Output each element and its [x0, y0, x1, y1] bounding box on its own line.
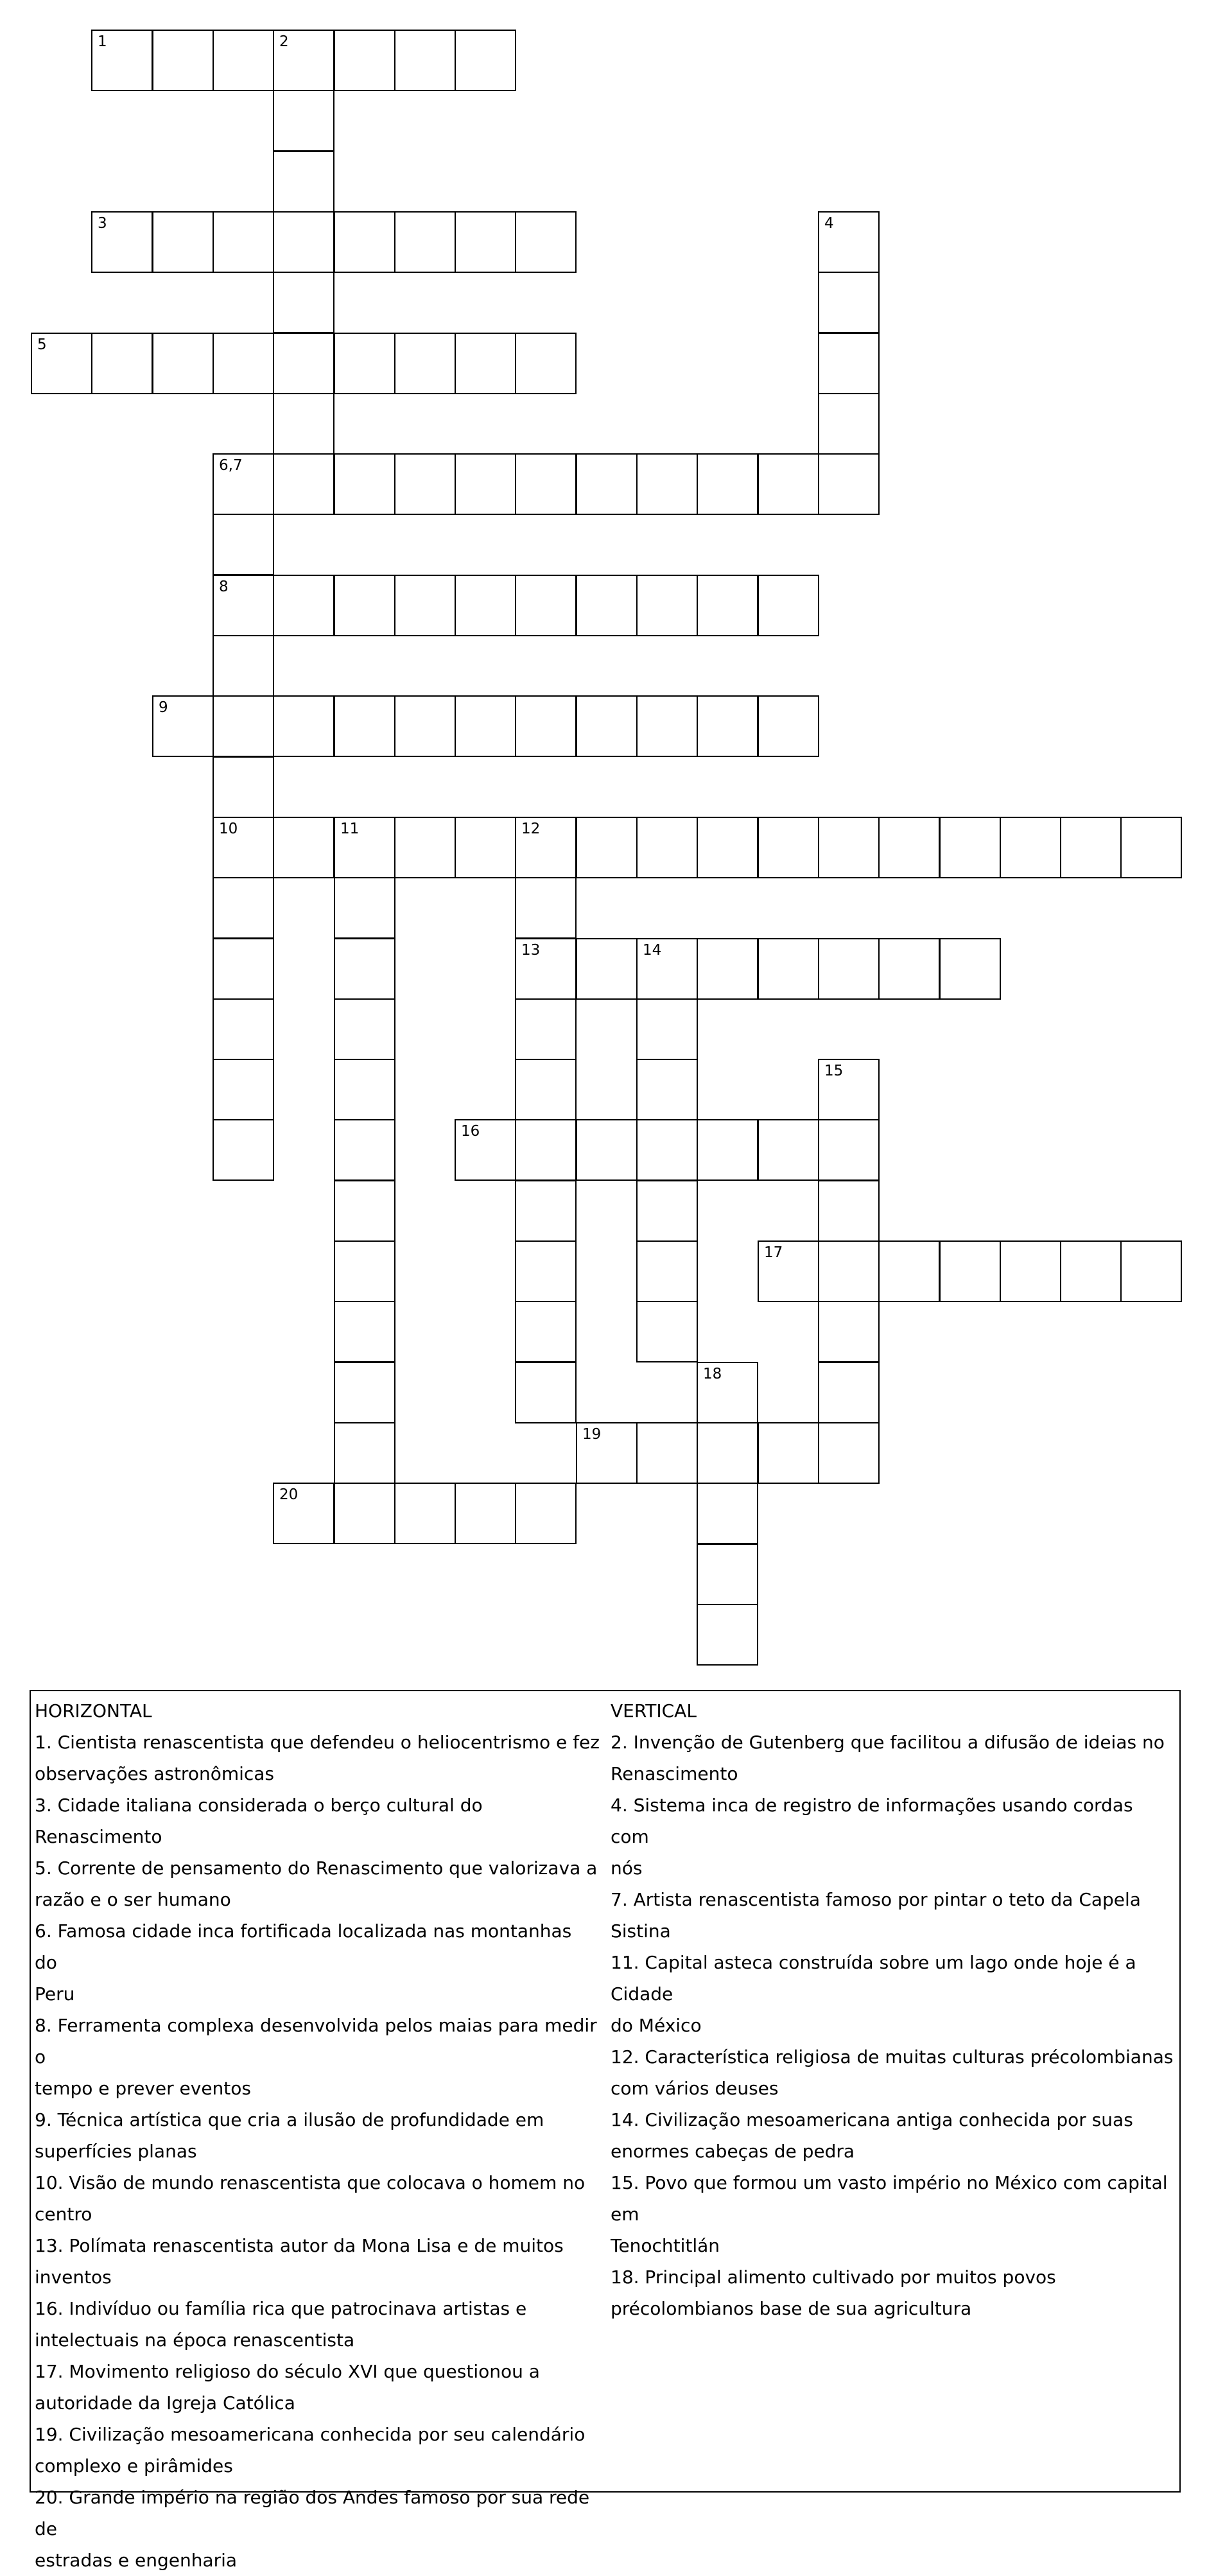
grid-cell[interactable]: [697, 817, 758, 878]
grid-cell[interactable]: [1060, 1240, 1122, 1302]
clue-line: 4. Sistema inca de registro de informações usando cordas com: [611, 1795, 1133, 1847]
grid-cell[interactable]: [334, 1240, 395, 1302]
grid-cell[interactable]: [273, 393, 334, 455]
grid-cell[interactable]: [334, 877, 395, 939]
clue-number: 9: [159, 699, 168, 716]
grid-cell[interactable]: [758, 575, 819, 636]
clue-line: 10. Visão de mundo renascentista que colocava o homem no: [35, 2172, 586, 2193]
grid-cell[interactable]: [636, 938, 698, 1000]
grid-cell[interactable]: [394, 817, 456, 878]
clue-line: 6. Famosa cidade inca fortificada localizada nas montanhas do: [35, 1920, 572, 1973]
grid-cell[interactable]: [213, 453, 274, 515]
grid-cell[interactable]: [697, 938, 758, 1000]
clue-line: Sistina: [611, 1920, 671, 1942]
grid-cell[interactable]: [818, 333, 880, 394]
grid-cell[interactable]: [636, 695, 698, 757]
grid-cell[interactable]: [576, 575, 638, 636]
clue-number: 12: [521, 821, 541, 837]
grid-cell[interactable]: [334, 695, 395, 757]
grid-cell[interactable]: [334, 938, 395, 1000]
grid-cell[interactable]: [697, 1422, 758, 1484]
grid-cell[interactable]: [697, 1483, 758, 1544]
clue-line: 2. Invenção de Gutenberg que facilitou a difusão de ideias no: [611, 1732, 1165, 1753]
grid-cell[interactable]: [1060, 817, 1122, 878]
grid-cell[interactable]: [818, 211, 880, 273]
grid-cell[interactable]: [213, 817, 274, 878]
grid-cell[interactable]: [878, 817, 940, 878]
grid-cell[interactable]: [818, 817, 880, 878]
grid-cell[interactable]: [213, 635, 274, 697]
grid-cell[interactable]: [394, 453, 456, 515]
grid-cell[interactable]: [394, 1483, 456, 1544]
grid-cell[interactable]: [878, 1240, 940, 1302]
grid-cell[interactable]: [31, 333, 92, 394]
clue-line: observações astronômicas: [35, 1763, 275, 1784]
grid-cell[interactable]: [636, 1059, 698, 1120]
grid-cell[interactable]: [1000, 817, 1061, 878]
grid-cell[interactable]: [273, 575, 334, 636]
clue-line: 9. Técnica artística que cria a ilusão de profundidade em: [35, 2109, 544, 2130]
clue-line: do México: [611, 2015, 702, 2036]
grid-cell[interactable]: [273, 817, 334, 878]
grid-cell[interactable]: [758, 453, 819, 515]
grid-cell[interactable]: [91, 333, 153, 394]
clue-line: 5. Corrente de pensamento do Renascimento que valorizava a: [35, 1858, 598, 1879]
grid-cell[interactable]: [515, 1362, 577, 1423]
grid-cell[interactable]: [334, 1180, 395, 1242]
grid-cell[interactable]: [455, 30, 516, 91]
grid-cell[interactable]: [818, 1240, 880, 1302]
grid-cell[interactable]: [394, 333, 456, 394]
clue-line: nós: [611, 1858, 643, 1879]
grid-cell[interactable]: [1120, 1240, 1182, 1302]
grid-cell[interactable]: [818, 1301, 880, 1362]
clue-number: 1: [98, 33, 107, 50]
grid-cell[interactable]: [636, 575, 698, 636]
clue-line: 16. Indivíduo ou família rica que patrocinava artistas e: [35, 2298, 527, 2319]
grid-cell[interactable]: [334, 1483, 395, 1544]
grid-cell[interactable]: [334, 998, 395, 1060]
grid-cell[interactable]: [818, 1180, 880, 1242]
grid-cell[interactable]: [758, 1240, 819, 1302]
grid-cell[interactable]: [273, 1483, 334, 1544]
grid-cell[interactable]: [455, 817, 516, 878]
grid-cell[interactable]: [697, 1604, 758, 1666]
clue-line: 20. Grande império na região dos Andes famoso por sua rede de: [35, 2487, 590, 2539]
clue-line: 18. Principal alimento cultivado por muitos povos: [611, 2267, 1056, 2288]
grid-cell[interactable]: [939, 1240, 1001, 1302]
grid-cell[interactable]: [455, 211, 516, 273]
clue-number: 4: [824, 215, 834, 232]
grid-cell[interactable]: [334, 1362, 395, 1423]
grid-cell[interactable]: [91, 30, 153, 91]
clue-line: Renascimento: [611, 1763, 738, 1784]
clue-line: 11. Capital asteca construída sobre um lago onde hoje é a Cidade: [611, 1952, 1136, 2005]
clue-number: 19: [582, 1426, 602, 1443]
grid-cell[interactable]: [818, 453, 880, 515]
grid-cell[interactable]: [818, 1422, 880, 1484]
clue-number: 18: [703, 1366, 722, 1382]
grid-cell[interactable]: [152, 211, 214, 273]
grid-cell[interactable]: [334, 1422, 395, 1484]
grid-cell[interactable]: [213, 695, 274, 757]
grid-cell[interactable]: [636, 998, 698, 1060]
grid-cell[interactable]: [334, 1119, 395, 1181]
grid-cell[interactable]: [636, 453, 698, 515]
grid-cell[interactable]: [455, 575, 516, 636]
grid-cell[interactable]: [515, 998, 577, 1060]
grid-cell[interactable]: [515, 877, 577, 939]
grid-cell[interactable]: [636, 1180, 698, 1242]
grid-cell[interactable]: [758, 1119, 819, 1181]
grid-cell[interactable]: [515, 453, 577, 515]
grid-cell[interactable]: [394, 575, 456, 636]
clue-line: razão e o ser humano: [35, 1889, 231, 1910]
grid-cell[interactable]: [213, 211, 274, 273]
clue-line: intelectuais na época renascentista: [35, 2329, 355, 2351]
grid-cell[interactable]: [878, 938, 940, 1000]
grid-cell[interactable]: [758, 1422, 819, 1484]
grid-cell[interactable]: [515, 575, 577, 636]
grid-cell[interactable]: [213, 1119, 274, 1181]
grid-cell[interactable]: [758, 695, 819, 757]
clue-line: 19. Civilização mesoamericana conhecida por seu calendário: [35, 2424, 586, 2445]
grid-cell[interactable]: [455, 1483, 516, 1544]
horizontal-title: HORIZONTAL: [35, 1700, 152, 1721]
grid-cell[interactable]: [455, 1119, 516, 1181]
clue-line: 14. Civilização mesoamericana antiga conhecida por suas: [611, 2109, 1133, 2130]
clue-number: 2: [279, 33, 289, 50]
grid-cell[interactable]: [515, 1240, 577, 1302]
clue-line: estradas e engenharia: [35, 2550, 238, 2571]
clue-number: 16: [461, 1123, 480, 1140]
grid-cell[interactable]: [576, 938, 638, 1000]
grid-cell[interactable]: [697, 575, 758, 636]
clue-number: 5: [37, 336, 47, 353]
clue-line: précolombianos base de sua agricultura: [611, 2298, 972, 2319]
grid-cell[interactable]: [152, 333, 214, 394]
grid-cell[interactable]: [273, 90, 334, 152]
grid-cell[interactable]: [213, 575, 274, 636]
grid-cell[interactable]: [515, 211, 577, 273]
horizontal-clue-list: [35, 1727, 600, 2576]
clue-number: 6,7: [219, 457, 243, 474]
grid-cell[interactable]: [1120, 817, 1182, 878]
grid-cell[interactable]: [515, 938, 577, 1000]
clue-number: 15: [824, 1063, 844, 1079]
clue-number: 17: [764, 1244, 783, 1261]
clue-line: inventos: [35, 2267, 112, 2288]
grid-cell[interactable]: [515, 817, 577, 878]
clue-line: tempo e prever eventos: [35, 2078, 251, 2099]
clue-line: complexo e pirâmides: [35, 2455, 233, 2476]
grid-cell[interactable]: [515, 1301, 577, 1362]
grid-cell[interactable]: [515, 695, 577, 757]
clue-line: 12. Característica religiosa de muitas culturas précolombianas: [611, 2046, 1174, 2067]
grid-cell[interactable]: [273, 453, 334, 515]
grid-cell[interactable]: [273, 695, 334, 757]
clue-line: autoridade da Igreja Católica: [35, 2392, 295, 2414]
grid-cell[interactable]: [334, 1059, 395, 1120]
grid-cell[interactable]: [576, 817, 638, 878]
clue-number: 8: [219, 579, 229, 595]
grid-cell[interactable]: [636, 817, 698, 878]
grid-cell[interactable]: [697, 1119, 758, 1181]
clue-line: Peru: [35, 1983, 75, 2005]
vertical-title: VERTICAL: [611, 1700, 697, 1721]
grid-cell[interactable]: [334, 575, 395, 636]
grid-cell[interactable]: [213, 998, 274, 1060]
grid-cell[interactable]: [697, 695, 758, 757]
clue-line: com vários deuses: [611, 2078, 779, 2099]
clue-line: 13. Polímata renascentista autor da Mona Lisa e de muitos: [35, 2235, 564, 2256]
grid-cell[interactable]: [394, 695, 456, 757]
grid-cell[interactable]: [818, 393, 880, 455]
grid-cell[interactable]: [334, 453, 395, 515]
grid-cell[interactable]: [818, 272, 880, 333]
grid-cell[interactable]: [515, 1119, 577, 1181]
grid-cell[interactable]: [697, 1544, 758, 1605]
clue-line: superfícies planas: [35, 2141, 197, 2162]
clue-line: Tenochtitlán: [611, 2235, 720, 2256]
grid-cell[interactable]: [636, 1119, 698, 1181]
grid-cell[interactable]: [152, 30, 214, 91]
grid-cell[interactable]: [273, 211, 334, 273]
grid-cell[interactable]: [273, 272, 334, 333]
grid-cell[interactable]: [394, 30, 456, 91]
clue-number: 10: [219, 821, 238, 837]
grid-cell[interactable]: [576, 695, 638, 757]
grid-cell[interactable]: [213, 333, 274, 394]
grid-cell[interactable]: [273, 333, 334, 394]
grid-cell[interactable]: [515, 1059, 577, 1120]
clue-line: 7. Artista renascentista famoso por pintar o teto da Capela: [611, 1889, 1141, 1910]
grid-cell[interactable]: [455, 333, 516, 394]
clue-line: centro: [35, 2204, 92, 2225]
clue-number: 14: [643, 942, 662, 959]
grid-cell[interactable]: [758, 938, 819, 1000]
grid-cell[interactable]: [576, 1422, 638, 1484]
grid-cell[interactable]: [455, 695, 516, 757]
grid-cell[interactable]: [334, 817, 395, 878]
grid-cell[interactable]: [939, 817, 1001, 878]
grid-cell[interactable]: [394, 211, 456, 273]
clue-line: enormes cabeças de pedra: [611, 2141, 855, 2162]
grid-cell[interactable]: [213, 938, 274, 1000]
grid-cell[interactable]: [91, 211, 153, 273]
grid-cell[interactable]: [273, 151, 334, 213]
grid-cell[interactable]: [697, 453, 758, 515]
grid-cell[interactable]: [455, 453, 516, 515]
grid-cell[interactable]: [576, 453, 638, 515]
grid-cell[interactable]: [213, 30, 274, 91]
grid-cell[interactable]: [213, 756, 274, 818]
clue-line: 17. Movimento religioso do século XVI que questionou a: [35, 2361, 540, 2382]
grid-cell[interactable]: [1000, 1240, 1061, 1302]
clue-line: 8. Ferramenta complexa desenvolvida pelos maias para medir o: [35, 2015, 597, 2067]
clues-box: [30, 1690, 1181, 2571]
vertical-clues: [611, 1695, 1176, 2324]
grid-cell[interactable]: [818, 1059, 880, 1120]
grid-cell[interactable]: [697, 1362, 758, 1423]
clue-line: 15. Povo que formou um vasto império no México com capital em: [611, 2172, 1168, 2225]
grid-cell[interactable]: [515, 1180, 577, 1242]
grid-cell[interactable]: [515, 333, 577, 394]
grid-cell[interactable]: [758, 817, 819, 878]
grid-cell[interactable]: [334, 211, 395, 273]
grid-cell[interactable]: [939, 938, 1001, 1000]
grid-cell[interactable]: [818, 938, 880, 1000]
clue-number: 11: [340, 821, 360, 837]
clue-number: 3: [98, 215, 107, 232]
vertical-clue-list: [611, 1727, 1176, 2324]
clue-number: 13: [521, 942, 541, 959]
grid-cell[interactable]: [576, 1119, 638, 1181]
clue-number: 20: [279, 1486, 299, 1503]
grid-cell[interactable]: [334, 30, 395, 91]
grid-cell[interactable]: [213, 1059, 274, 1120]
grid-cell[interactable]: [636, 1301, 698, 1362]
grid-cell[interactable]: [213, 514, 274, 575]
grid-cell[interactable]: [818, 1119, 880, 1181]
clue-line: 3. Cidade italiana considerada o berço cultural do Renascimento: [35, 1795, 483, 1847]
grid-cell[interactable]: [818, 1362, 880, 1423]
grid-cell[interactable]: [636, 1240, 698, 1302]
grid-cell[interactable]: [213, 877, 274, 939]
grid-cell[interactable]: [334, 333, 395, 394]
clue-line: 1. Cientista renascentista que defendeu o heliocentrismo e fez: [35, 1732, 600, 1753]
grid-cell[interactable]: [273, 30, 334, 91]
grid-cell[interactable]: [636, 1422, 698, 1484]
grid-cell[interactable]: [515, 1483, 577, 1544]
grid-cell[interactable]: [334, 1301, 395, 1362]
horizontal-clues: [35, 1695, 600, 2576]
grid-cell[interactable]: [152, 695, 214, 757]
